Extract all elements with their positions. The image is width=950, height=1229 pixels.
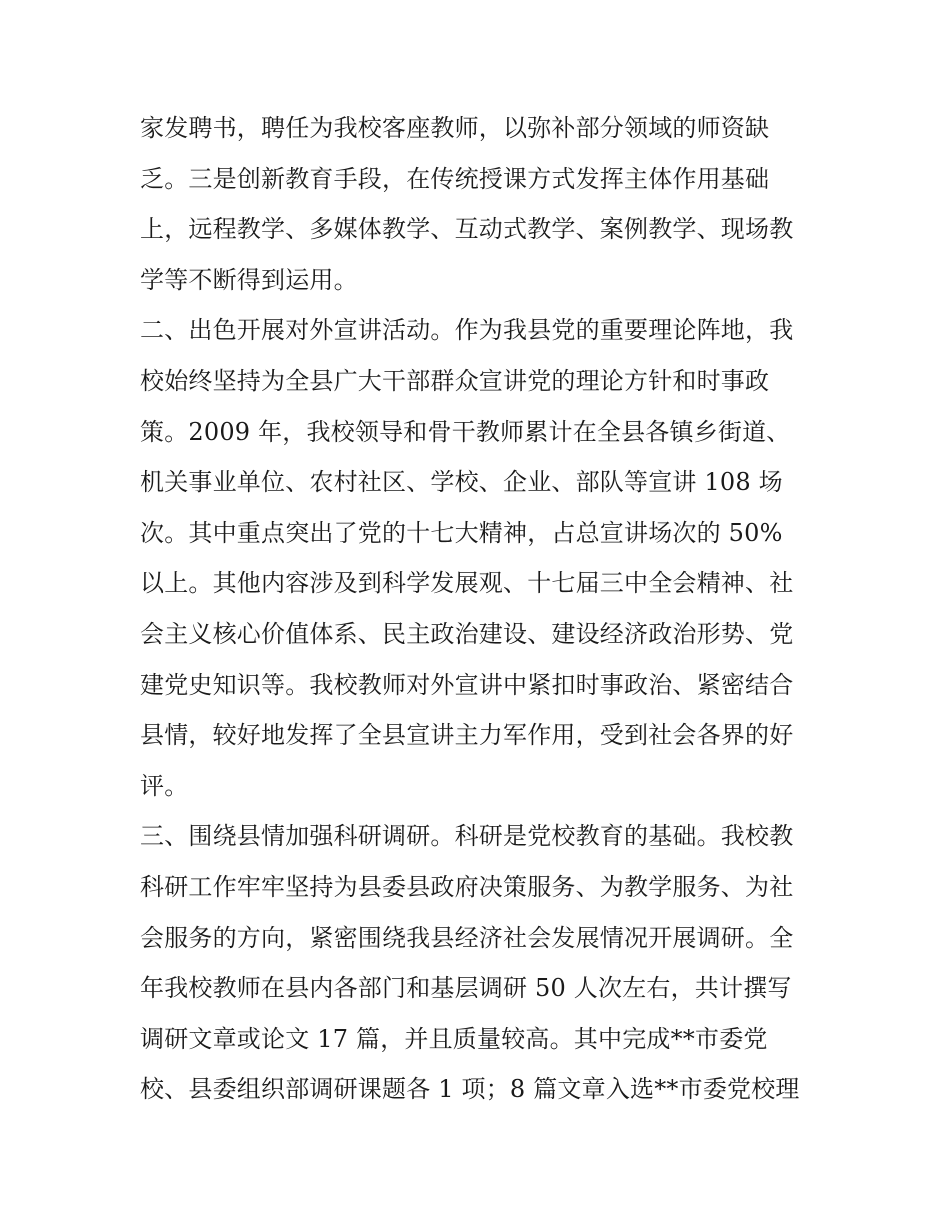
text-line: 以上。其他内容涉及到科学发展观、十七届三中全会精神、社 xyxy=(140,569,794,598)
text-line: 策。2009 年，我校领导和骨干教师累计在全县各镇乡街道、 xyxy=(140,417,791,446)
text-line: 评。 xyxy=(140,771,189,800)
section-heading-line: 三、围绕县情加强科研调研。科研是党校教育的基础。我校教 xyxy=(140,822,794,851)
text-line: 家发聘书，聘任为我校客座教师，以弥补部分领域的师资缺 xyxy=(140,114,770,142)
text-line: 县情，较好地发挥了全县宣讲主力军作用，受到社会各界的好 xyxy=(140,721,794,750)
text-line: 次。其中重点突出了党的十七大精神，占总宣讲场次的 50% xyxy=(140,518,783,547)
text-line: 乏。三是创新教育手段，在传统授课方式发挥主体作用基础 xyxy=(140,164,770,193)
text-line: 会服务的方向，紧密围绕我县经济社会发展情况开展调研。全 xyxy=(140,923,794,952)
text-line: 学等不断得到运用。 xyxy=(140,265,358,294)
text-line: 年我校教师在县内各部门和基层调研 50 人次左右，共计撰写 xyxy=(140,974,792,1003)
body-text xyxy=(140,103,820,1115)
text-line: 上，远程教学、多媒体教学、互动式教学、案例教学、现场教 xyxy=(140,215,794,244)
text-line: 建党史知识等。我校教师对外宣讲中紧扣时事政治、紧密结合 xyxy=(140,670,794,699)
section-heading-line: 二、出色开展对外宣讲活动。作为我县党的重要理论阵地，我 xyxy=(140,316,794,345)
text-line: 会主义核心价值体系、民主政治建设、建设经济政治形势、党 xyxy=(140,619,794,648)
text-line: 科研工作牢牢坚持为县委县政府决策服务、为教学服务、为社 xyxy=(140,872,794,901)
text-line: 机关事业单位、农村社区、学校、企业、部队等宣讲 108 场 xyxy=(140,468,783,497)
text-line: 校始终坚持为全县广大干部群众宣讲党的理论方针和时事政 xyxy=(140,366,770,395)
text-line: 校、县委组织部调研课题各 1 项；8 篇文章入选**市委党校理 xyxy=(140,1075,800,1104)
text-line: 调研文章或论文 17 篇，并且质量较高。其中完成**市委党 xyxy=(140,1024,768,1053)
